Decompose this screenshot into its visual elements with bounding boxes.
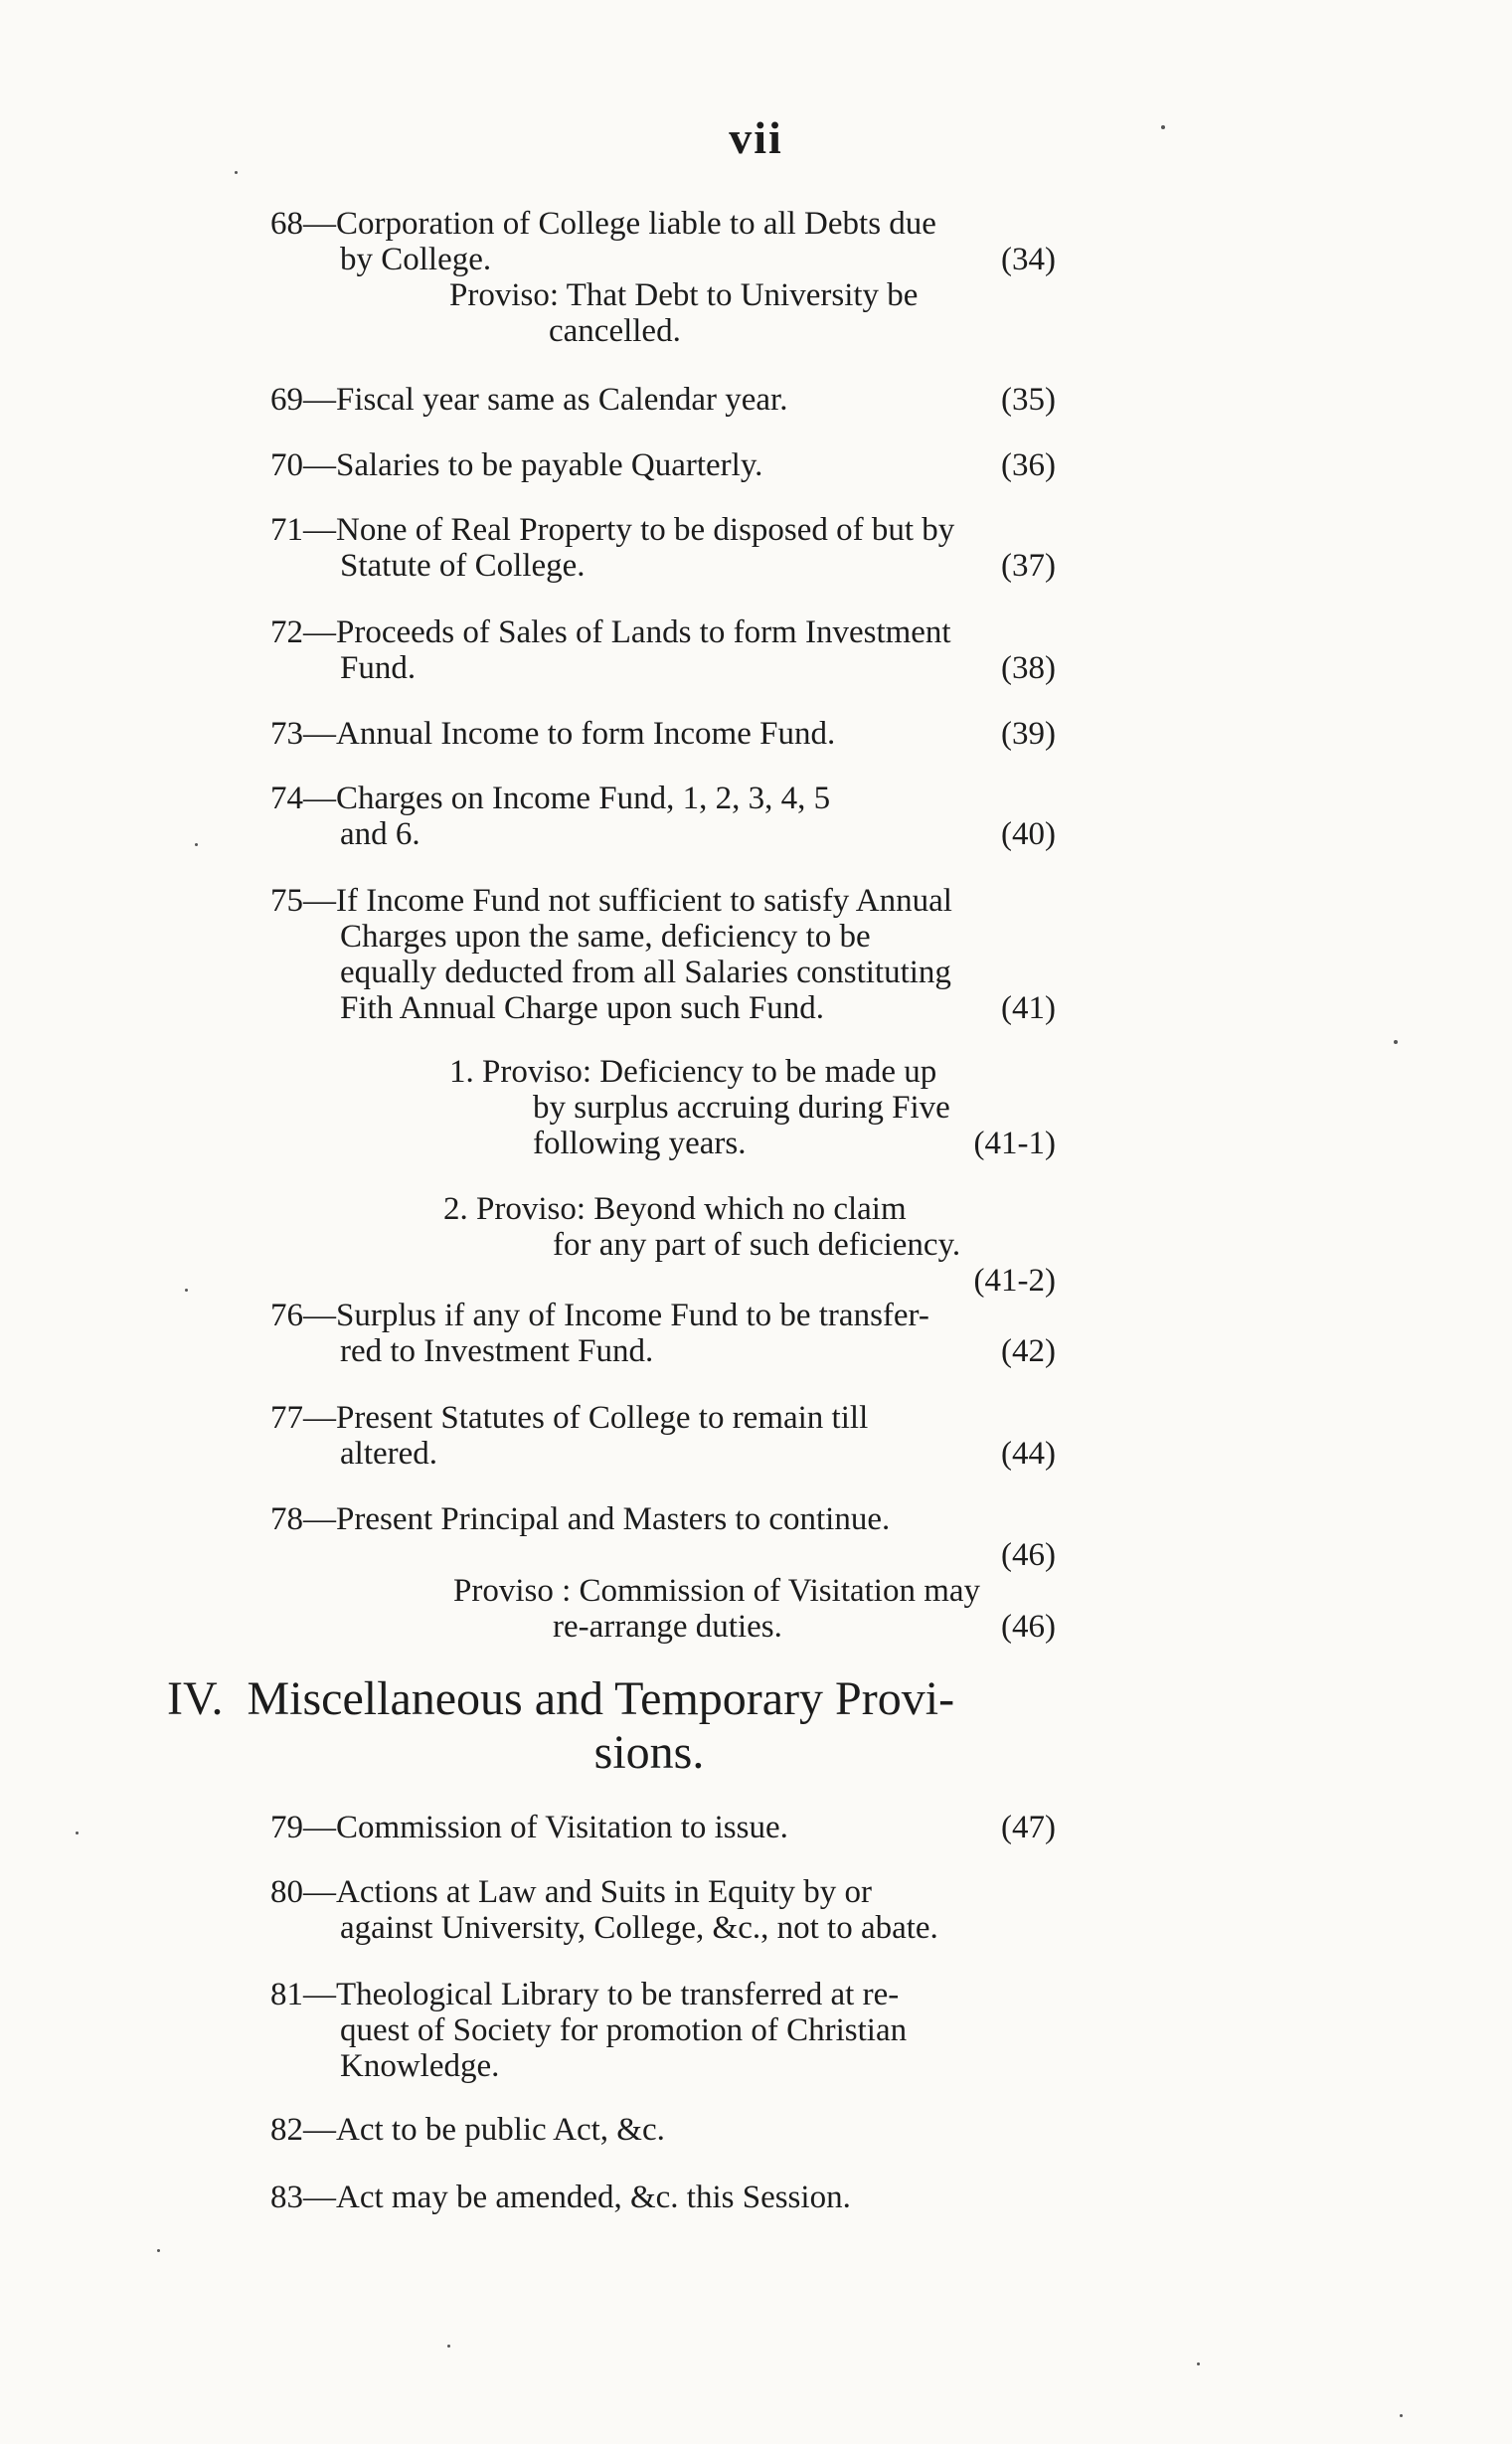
entry-83: 83—Act may be amended, &c. this Session.: [270, 2180, 851, 2215]
entry-line: by College. (34): [340, 242, 1056, 277]
proviso-75-2: 2. Proviso: Beyond which no claim for any part of such deficiency. (41-2): [443, 1191, 1056, 1299]
proviso-78: Proviso : Commission of Visitation may re-arrange duties. (46): [453, 1573, 1056, 1645]
section-heading: [167, 1672, 1062, 1780]
proviso-75-1: 1. Proviso: Deficiency to be made up by surplus accruing during Five following years. (41-1): [449, 1054, 1056, 1161]
print-speck: [447, 2345, 450, 2348]
entry-72: 72—Proceeds of Sales of Lands to form Investment Fund. (38): [270, 614, 1056, 686]
print-speck: [235, 171, 238, 174]
entry-74: 74—Charges on Income Fund, 1, 2, 3, 4, 5 and 6. (40): [270, 781, 1056, 852]
print-speck: [195, 843, 198, 846]
section-numeral: IV.: [167, 1672, 224, 1725]
entry-79: 79—Commission of Visitation to issue. (47): [270, 1810, 1056, 1845]
entry-78: 78—Present Principal and Masters to continue. (46): [270, 1501, 1056, 1573]
entry-82: 82—Act to be public Act, &c.: [270, 2112, 665, 2148]
entry-68: [270, 206, 1056, 277]
print-speck: [1197, 2362, 1200, 2365]
print-speck: [1161, 125, 1165, 129]
print-speck: [76, 1832, 79, 1834]
entry-71: 71—None of Real Property to be disposed of but by Statute of College. (37): [270, 512, 1056, 584]
entry-80: 80—Actions at Law and Suits in Equity by or against University, College, &c., not to abate.: [270, 1874, 938, 1946]
section-title-line2: sions.: [593, 1726, 705, 1779]
entry-line: 68—Corporation of College liable to all Debts due: [270, 206, 936, 242]
section-title-line1: Miscellaneous and Temporary Provi-: [247, 1672, 955, 1725]
entry-75: 75—If Income Fund not sufficient to satisfy Annual Charges upon the same, deficiency to be equally deducted from all Salaries constituting Fith Annual Charge upon such Fund. (41): [270, 883, 1056, 1026]
entry-69: 69—Fiscal year same as Calendar year. (35): [270, 382, 1056, 418]
print-speck: [1394, 1040, 1398, 1044]
page-folio: vii: [729, 112, 783, 163]
entry-76: 76—Surplus if any of Income Fund to be transfer- red to Investment Fund. (42): [270, 1298, 1056, 1369]
proviso-68: Proviso: That Debt to University be cancelled.: [449, 277, 919, 349]
entry-77: 77—Present Statutes of College to remain till altered. (44): [270, 1400, 1056, 1472]
print-speck: [185, 1289, 188, 1292]
print-speck: [1400, 2414, 1403, 2417]
entry-73: 73—Annual Income to form Income Fund. (39): [270, 716, 1056, 752]
print-speck: [157, 2249, 160, 2252]
entry-81: 81—Theological Library to be transferred at re- quest of Society for promotion of Christian Knowledge.: [270, 1977, 908, 2084]
entry-70: 70—Salaries to be payable Quarterly. (36): [270, 447, 1056, 483]
